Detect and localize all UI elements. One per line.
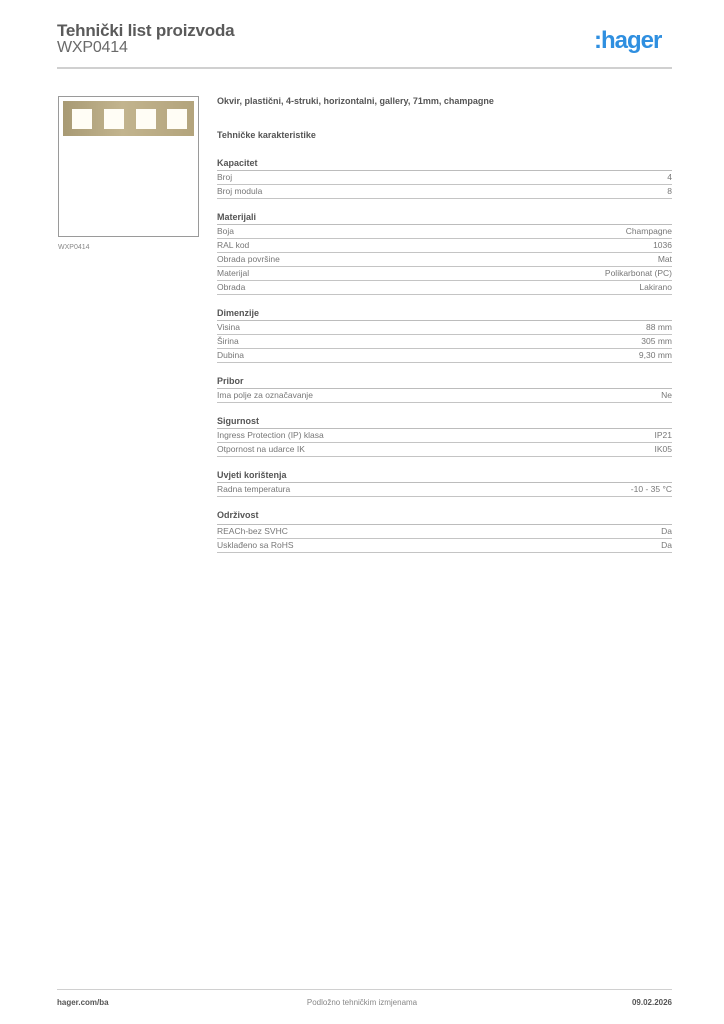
- section-title: Kapacitet: [217, 157, 672, 171]
- spec-row: [217, 171, 672, 185]
- section-title: Materijali: [217, 211, 672, 225]
- section-sigurnost: [217, 415, 672, 457]
- section-title: Održivost: [217, 509, 672, 525]
- spec-row: [217, 185, 672, 199]
- spec-column: [217, 95, 672, 553]
- spec-label: Dubina: [217, 350, 244, 360]
- spec-value: 88 mm: [646, 322, 672, 332]
- frame-opening: [104, 109, 124, 129]
- page-title: Tehnički list proizvoda: [57, 21, 235, 40]
- spec-row: [217, 281, 672, 295]
- spec-value: IK05: [654, 444, 672, 454]
- frame-opening: [167, 109, 187, 129]
- section-title: Dimenzije: [217, 307, 672, 321]
- section-pribor: [217, 375, 672, 403]
- spec-row: [217, 253, 672, 267]
- section-kapacitet: [217, 157, 672, 199]
- section-title: Sigurnost: [217, 415, 672, 429]
- spec-label: RAL kod: [217, 240, 250, 250]
- section-uvjeti-koristenja: [217, 469, 672, 497]
- footer-divider: [57, 989, 672, 990]
- spec-value: 8: [667, 186, 672, 196]
- spec-row: [217, 525, 672, 539]
- section-odrzivost: [217, 509, 672, 553]
- spec-row: [217, 389, 672, 403]
- product-code: WXP0414: [57, 39, 128, 56]
- spec-row: [217, 429, 672, 443]
- spec-value: 305 mm: [641, 336, 672, 346]
- spec-label: Širina: [217, 336, 239, 346]
- spec-row: [217, 225, 672, 239]
- spec-row: [217, 539, 672, 553]
- section-title: Uvjeti korištenja: [217, 469, 672, 483]
- section-materijali: [217, 211, 672, 295]
- footer-date: 09.02.2026: [631, 998, 672, 1007]
- image-caption: WXP0414: [58, 244, 90, 251]
- product-image: [58, 96, 199, 237]
- spec-row: [217, 349, 672, 363]
- frame-opening: [136, 109, 156, 129]
- spec-row: [217, 483, 672, 497]
- spec-value: Da: [661, 540, 672, 550]
- spec-value: Da: [661, 526, 672, 536]
- spec-row: [217, 335, 672, 349]
- spec-label: Obrada površine: [217, 254, 280, 264]
- spec-value: Champagne: [625, 226, 672, 236]
- tech-heading: Tehničke karakteristike: [217, 130, 316, 140]
- spec-label: Obrada: [217, 282, 246, 292]
- spec-label: Visina: [217, 322, 240, 332]
- spec-value: Lakirano: [639, 282, 672, 292]
- hager-logo: :hager: [594, 27, 662, 54]
- footer-notice: Podložno tehničkim izmjenama: [306, 998, 418, 1007]
- spec-label: Boja: [217, 226, 235, 236]
- spec-value: IP21: [654, 430, 672, 440]
- header-divider: [57, 67, 672, 69]
- spec-value: 9,30 mm: [638, 350, 672, 360]
- spec-row: [217, 267, 672, 281]
- section-dimenzije: [217, 307, 672, 363]
- spec-label: Broj: [217, 172, 233, 182]
- spec-label: Broj modula: [217, 186, 263, 196]
- spec-value: 1036: [653, 240, 672, 250]
- product-description: Okvir, plastični, 4-struki, horizontalni, gallery, 71mm, champagne: [217, 96, 494, 106]
- spec-label: Usklađeno sa RoHS: [217, 540, 294, 550]
- section-title: Pribor: [217, 375, 672, 389]
- spec-value: Ne: [661, 390, 672, 400]
- spec-label: REACh-bez SVHC: [217, 526, 288, 536]
- footer-website-link[interactable]: hager.com/ba: [57, 998, 109, 1007]
- frame-illustration: [63, 101, 194, 136]
- spec-value: 4: [667, 172, 672, 182]
- spec-label: Ima polje za označavanje: [217, 390, 313, 400]
- spec-label: Otpornost na udarce IK: [217, 444, 305, 454]
- spec-row: [217, 443, 672, 457]
- frame-opening: [72, 109, 92, 129]
- spec-value: -10 - 35 °C: [630, 484, 672, 494]
- spec-value: Polikarbonat (PC): [604, 268, 672, 278]
- spec-row: [217, 239, 672, 253]
- spec-row: [217, 321, 672, 335]
- spec-label: Materijal: [217, 268, 250, 278]
- spec-label: Ingress Protection (IP) klasa: [217, 430, 324, 440]
- spec-value: Mat: [657, 254, 672, 264]
- spec-label: Radna temperatura: [217, 484, 291, 494]
